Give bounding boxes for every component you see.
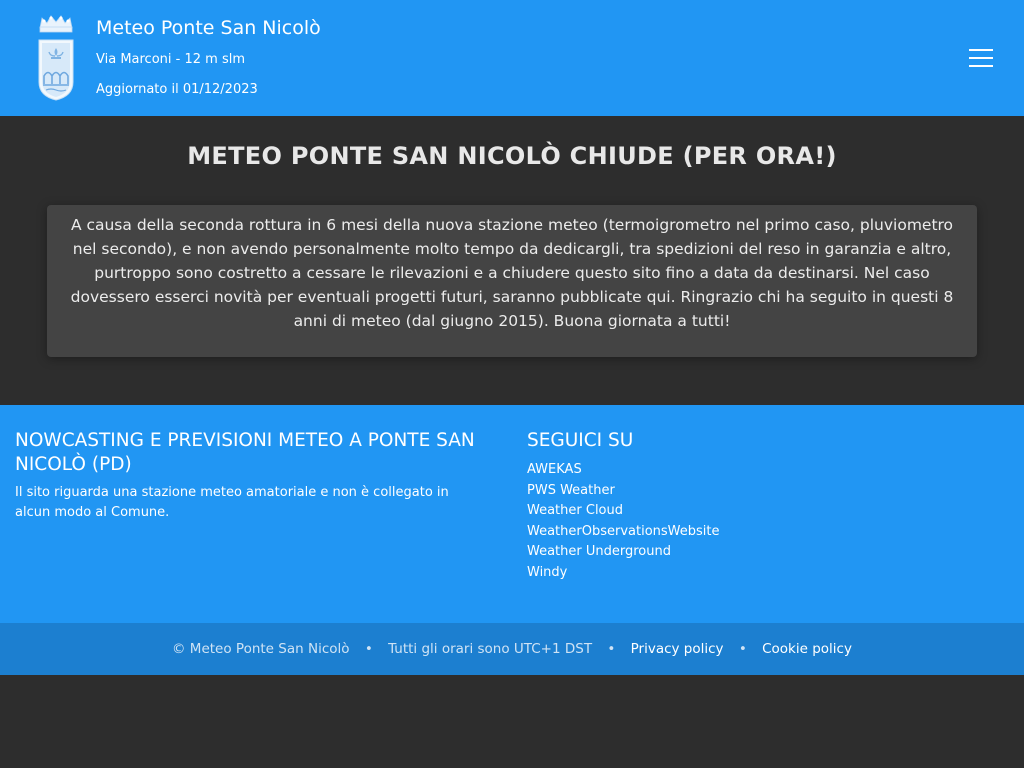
cookie-policy-link[interactable]: Cookie policy [762, 641, 852, 657]
footer-about-heading: NOWCASTING E PREVISIONI METEO A PONTE SAN NICOLÒ (PD) [15, 430, 475, 475]
copyright: © Meteo Ponte San Nicolò [172, 641, 350, 657]
station-location: Via Marconi - 12 m slm [96, 52, 245, 67]
hamburger-menu-icon[interactable] [966, 46, 996, 70]
timezone-note: Tutti gli orari sono UTC+1 DST [388, 641, 593, 657]
site-footer [0, 405, 1024, 623]
separator: • [364, 641, 373, 657]
menu-bar-bottom [969, 65, 993, 67]
footer-follow-heading: SEGUICI SU [527, 430, 634, 451]
separator: • [607, 641, 616, 657]
bottom-bar [0, 623, 1024, 675]
link-windy[interactable]: Windy [527, 564, 568, 580]
footer-follow [527, 429, 927, 583]
link-weather-underground[interactable]: Weather Underground [527, 544, 671, 559]
footer-about [15, 429, 485, 523]
link-awekas[interactable]: AWEKAS [527, 462, 582, 477]
link-weather-cloud[interactable]: Weather Cloud [527, 503, 624, 518]
closure-notice: A causa della seconda rottura in 6 mesi della nuova stazione meteo (termoigrometro nel primo caso, pluviometro nel secondo), e non avendo personalmente molto tempo da dedicargli, tra spedizioni del reso in garanzia e altro, purtroppo sono costretto a cessare le rilevazioni e a chiudere questo sito fino a data da destinarsi. Nel caso dovessero esserci novità per eventuali progetti futuri, saranno pubblicate qui. Ringrazio chi ha seguito in questi 8 anni di meteo (dal giugno 2015). Buona giornata a tutti! [47, 205, 977, 357]
site-title[interactable]: Meteo Ponte San Nicolò [96, 17, 321, 39]
footer-about-text: Il sito riguarda una stazione meteo amatoriale e non è collegato in alcun modo al Comune. [15, 485, 449, 520]
menu-bar-middle [969, 57, 993, 59]
last-updated: Aggiornato il 01/12/2023 [96, 82, 258, 97]
menu-bar-top [969, 49, 993, 51]
link-pws-weather[interactable]: PWS Weather [527, 482, 615, 498]
privacy-policy-link[interactable]: Privacy policy [630, 641, 724, 657]
link-weather-observations-website[interactable]: WeatherObservationsWebsite [527, 523, 720, 539]
follow-links-list [527, 460, 927, 583]
page-title: METEO PONTE SAN NICOLÒ CHIUDE (PER ORA!) [187, 142, 837, 170]
separator: • [738, 641, 747, 657]
site-header [0, 0, 1024, 116]
coat-of-arms-logo[interactable] [36, 14, 76, 102]
